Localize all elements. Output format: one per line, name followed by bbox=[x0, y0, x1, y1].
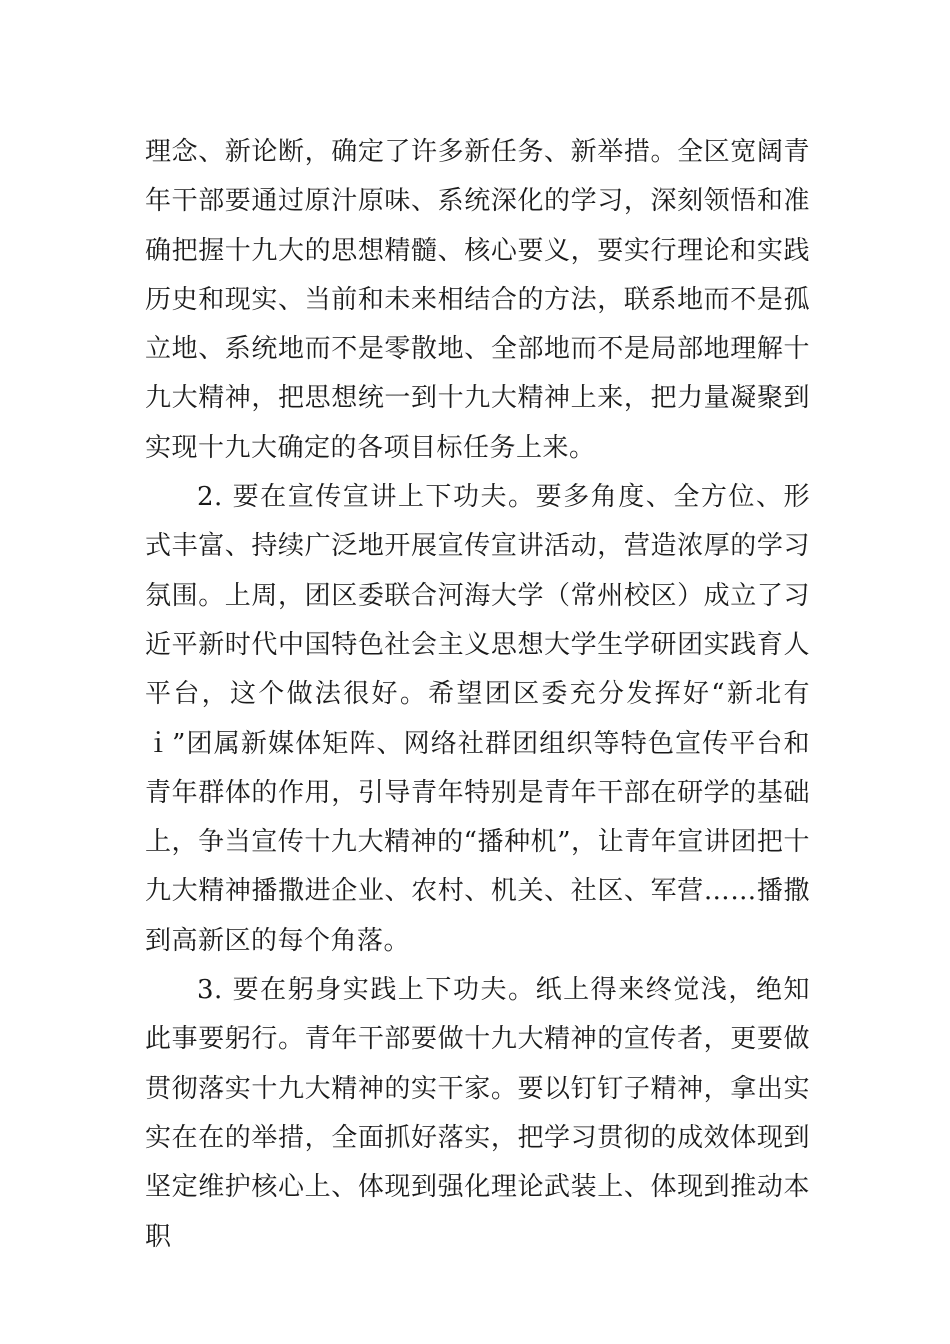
paragraph-continued-study: 理念、新论断，确定了许多新任务、新举措。全区宽阔青年干部要通过原汁原味、系统深化的学习，深刻领悟和准确把握十九大的思想精髓、核心要义，要实行理论和实践历史和现实、当前和未来相结合的方法，联系地而不是孤立地、系统地而不是零散地、全部地而不是局部地理解十九大精神，把思想统一到十九大精神上来，把力量凝聚到实现十九大确定的各项目标任务上来。 bbox=[145, 137, 810, 463]
paragraph-practice: 3. 要在躬身实践上下功夫。纸上得来终觉浅，绝知此事要躬行。青年干部要做十九大精神的宣传者，更要做贯彻落实十九大精神的实干家。要以钉钉子精神，拿出实实在在的举措，全面抓好落实，把学习贯彻的成效体现到坚定维护核心上、体现到强化理论武装上、体现到推动本职 bbox=[145, 975, 810, 1252]
paragraph-publicity: 2. 要在宣传宣讲上下功夫。要多角度、全方位、形式丰富、持续广泛地开展宣传宣讲活动，营造浓厚的学习氛围。上周，团区委联合河海大学（常州校区）成立了习近平新时代中国特色社会主义思想大学生学研团实践育人平台，这个做法很好。希望团区委充分发挥好“新北有ｉ”团属新媒体矩阵、网络社群团组织等特色宣传平台和青年群体的作用，引导青年特别是青年干部在研学的基础上，争当宣传十九大精神的“播种机”，让青年宣讲团把十九大精神播撒进企业、农村、机关、社区、军营……播撒到高新区的每个角落。 bbox=[145, 482, 810, 956]
document-body bbox=[145, 128, 810, 1262]
